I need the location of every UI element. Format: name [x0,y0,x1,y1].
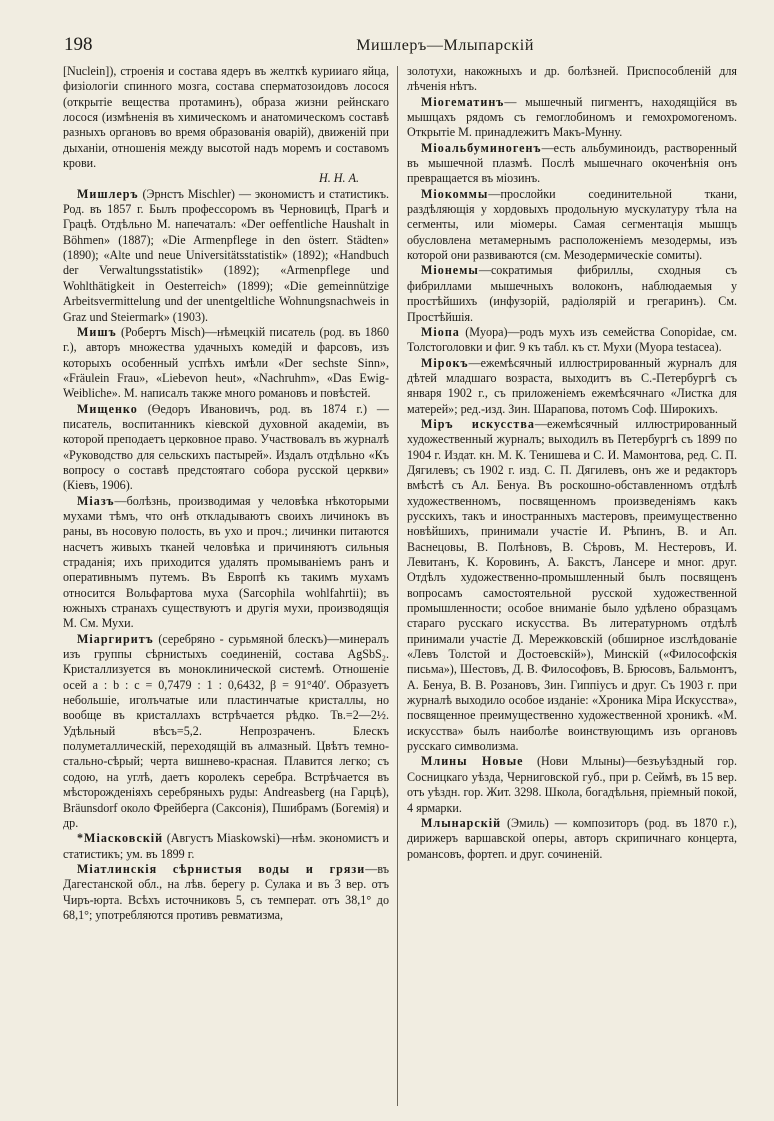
entry-headword: *Міасковскій [77,831,164,846]
entry-paragraph [407,816,737,862]
entry-paragraph [63,64,389,187]
entry-paragraph [63,187,389,325]
entry-headword: Міоальбуминогенъ [421,140,542,155]
entry-paragraph [407,754,737,815]
entry-text: [Nuclein]), строенія и состава ядеръ въ желткѣ курииаго яйца, физіологіи спинного мозга, состава сперматозоидовъ лосося (открытіе вещества протаминъ), образа жизни рейнскаго лосося (измѣненія въ химическомъ и анатомическомъ составѣ разныхъ органовъ во время образованія оварій), движеній при дыханіи, отношенія между высотой надъ моремъ и составомъ крови. [63,64,389,171]
entry-text: (Эмиль) — композиторъ (род. въ 1870 г.), дирижеръ варшавской оперы, авторъ скрипичнаго концерта, романсовъ, фортеп. и друг. сочиненій. [407,815,738,861]
entry-headword: Мишлеръ [77,186,139,201]
running-title: Мишлеръ—Млыпарскій [356,37,534,54]
entry-headword: Мірокъ [421,355,469,370]
entry-text: —ежемѣсячный иллюстрированный журналъ для дѣтей младшаго возраста, выходитъ въ С.-Петербургѣ съ января 1902 г., съ приложеніемъ ежемѣсячнаго «Листка для матерей»; ред.-изд. Зин. Шарапова, потомъ Соф. Широкихъ. [407,355,737,416]
entry-headword: Мишъ [77,324,117,339]
entry-headword: Млынарскій [421,815,502,830]
entry-headword: Міопа [421,324,460,339]
entry-paragraph [407,64,737,95]
entry-paragraph [63,325,389,402]
entry-headword: Міогематинъ [421,94,505,109]
entry-text: (Myopa)—родъ мухъ изъ семейства Conopidae, см. Толстоголовки и фиг. 9 къ табл. къ ст. Мухи (Myopa testacea). [407,324,737,355]
entry-text: —сократимыя фибриллы, сходныя съ фибриллами мышечныхъ волоконъ, наблюдаемыя у простѣйшихъ (инфузорій, радіолярій и грегаринъ). См. Простѣйшія. [407,263,737,324]
entry-headword: Міокоммы [421,186,489,201]
entry-headword: Міръ искусства [421,416,535,431]
entry-headword: Млины Новые [421,754,524,769]
entry-headword: Міаргиритъ [77,631,154,646]
column-divider [397,66,398,1106]
entry-text: — мышечный пигментъ, находящійся въ мышцахъ рядомъ съ гемоглобиномъ и гемохромогеномъ. Открытіе М. принадлежитъ Макъ-Мунну. [407,94,737,140]
entry-text: —болѣзнь, производимая у человѣка нѣкоторыми мухами тѣмъ, что онѣ откладываютъ своихъ личинокъ въ раны, въ носовую полость, въ ухо и проч.; личинки питаются насчетъ живыхъ тканей человѣка и причиняютъ сильныя страданія; ихъ приходится удалять промываніемъ ранъ и оперативнымъ путемъ. Въ Европѣ къ такимъ мухамъ относится Вольфартова муха (Sarcophila wohlfahrtii); въ южныхъ странахъ существуютъ и другія мухи, производящія М. См. Мухи. [63,493,389,631]
page-number: 198 [64,34,93,55]
entry-text: (Нови Млыны)—безъуѣздный гор. Сосницкаго уѣзда, Черниговской губ., при р. Сеймѣ, въ 15 вер. отъ уѣздн. гор. Жит. 3298. Школа, богадѣльня, пріемный покой, 4 ярмарки. [407,754,737,815]
entry-text: (Августъ Miaskowski)—нѣм. экономистъ и статистикъ; ум. въ 1899 г. [63,831,389,861]
entry-headword: Міатлинскія сѣрнистыя воды и грязи [77,861,366,876]
entry-paragraph [63,494,389,632]
entry-headword: Міонемы [421,263,479,278]
page-header [64,34,734,56]
entry-paragraph [63,632,389,831]
entry-text: —есть альбуминоидъ, растворенный въ мышечной плазмѣ. Послѣ мышечнаго окоченѣнія онъ превращается въ міозинъ. [407,140,737,186]
entry-headword: Міазъ [77,493,115,508]
entry-text: —въ Дагестанской обл., на лѣв. берегу р. Сулака и въ 3 вер. отъ Чиръ-юрта. Всѣхъ источниковъ 5, съ температ. отъ 38,1° до 68,1°; употребляются противъ ревматизма, [63,861,389,922]
entry-paragraph [407,325,737,356]
entry-text: —ежемѣсячный иллюстрированный художественный журналъ; выходилъ въ Петербургѣ съ 1899 по 1904 г. Издат. кн. М. К. Тенишева и С. И. Мамонтова, ред. С. П. Дягилевъ; съ 1902 г. изд. С. П. Дягилевъ, онъ же и редакторъ вмѣстѣ съ Ал. Бенуа. Въ роскошно-обставленномъ отдѣлѣ художественномъ, посвященномъ произведеніямъ какъ русскихъ, такъ и иностранныхъ мастеровъ, преимущественно новѣйшихъ, принимали участіе И. Рѣпинъ, В. и Ап. Васнецовы, В. Полѣновъ, В. Сѣровъ, М. Нестеровъ, И. Левитанъ, К. Коровинъ, А. Бакстъ, Лансере и мног. друг. Отдѣлъ художественно-промышленный былъ посвященъ вопросамъ самостоятельной русской художественной промышленности; особое вниманіе было удѣлено образцамъ стараго русскаго искусства. Въ литературномъ отдѣлѣ принимали участіе Д. Мережковскій (обширное изслѣдованіе «Левъ Толстой и Достоевскій»), Минскій («Философскія письма»), Шестовъ, Д. В. Философовъ, В. Брюсовъ, Бальмонтъ, А. Бенуа, В. В. Розановъ, Зин. Гиппіусъ и друг. Съ 1903 г. при журналѣ выходило особое изданіе: «Хроника Міра Искусства», посвященное преимущественно художественной хроникѣ. «М. искусства» былъ наиболѣе воинствующимъ изъ органовъ русскаго символизма. [407,416,737,754]
entry-paragraph [407,356,737,417]
entry-paragraph [407,95,737,141]
entry-text: (Эрнстъ Mischler) — экономистъ и статистикъ. Род. въ 1857 г. Былъ профессоромъ въ Черновицѣ, Прагѣ и Грацѣ. Отдѣльно М. напечаталъ: «Der oeffentliche Haushalt in Böhmen» (1887); «Die Armenpflege in den österr. Städten» (1890); «Alte und neue Universitätsstatistik» (1892); «Handbuch der Verwaltungsstatistik» (1892); «Armenpflege und Wohlthätigkeit in Oesterreich» (1899); «Die gemeinnützige Arbeitsvermittelung und der unentgeltliche Wohnungsnachweis in Graz und Steiermark» (1903). [63,186,389,324]
entry-paragraph [63,831,389,862]
entry-text: (серебряно - сурьмяной блескъ)—минералъ изъ группы сѣрнистыхъ соединеній, состава AgSbS₂. Кристаллизуется въ моноклинической системѣ. Отношеніе осей a : b : c = 0,7479 : 1 : 0,6432, β = 91°40′. Образуетъ небольшіе, иголъчатые или пластинчатые кристаллы, но вообще въ кристаллахъ встрѣчается рѣдко. Тв.=2—2½. Удѣльный вѣсъ=5,2. Непрозраченъ. Блескъ полуметаллическій, переходящій въ алмазный. Цвѣтъ темно-стально-сѣрый; черта вишнево-красная. Плавится легко; съ содою, на углѣ, даетъ королекъ серебра. Встрѣчается въ мѣсторожденіяхъ серебряныхъ руды: Andreasberg (на Гарцѣ), Bräunsdorf около Фрейберга (Саксонія), Пшибрамъ (Богемія) и др. [63,631,389,830]
entry-text: золотухи, накожныхъ и др. болѣзней. Приспособленій для лѣченія нѣтъ. [407,64,737,94]
entry-paragraph [407,187,737,264]
entry-text: —прослойки соединительной ткани, раздѣляющія у хордовыхъ продольную мускулатуру тѣла на сегменты, или міомеры. Самая сегментація мышцъ обусловлена метамернымъ расположеніемъ мезодермы, изъ которой они развиваются (см. Мезодермическіе сомиты). [407,186,737,263]
entry-text: (Робертъ Misch)—нѣмецкій писатель (род. въ 1860 г.), авторъ множества удачныхъ комедій и фарсовъ, изъ которыхъ особенный успѣхъ имѣли «Der sechste Sinn», «Fräulein Frau», «Liebevon heut», «Nachruhm», «Das Ewig-Weibliche». М. написалъ также много романовъ и повѣстей. [63,324,389,401]
entry-paragraph [407,263,737,324]
right-column [407,64,737,862]
author-signature: Н. Н. А. [319,171,359,186]
entry-paragraph [407,141,737,187]
entry-text: (Өедоръ Ивановичъ, род. въ 1874 г.) — писатель, воспитанникъ кіевской духовной академіи, въ которой преподаетъ церковное право. Участвовалъ въ журналѣ «Руководство для сельскихъ пастырей». Издалъ отдѣльно «Къ вопросу о составѣ предстоятаго собора русской церкви» (Кіевъ, 1906). [63,401,389,493]
entry-paragraph [407,417,737,755]
left-column [63,64,389,923]
entry-paragraph [63,402,389,494]
entry-paragraph [63,862,389,923]
entry-headword: Мищенко [77,401,138,416]
